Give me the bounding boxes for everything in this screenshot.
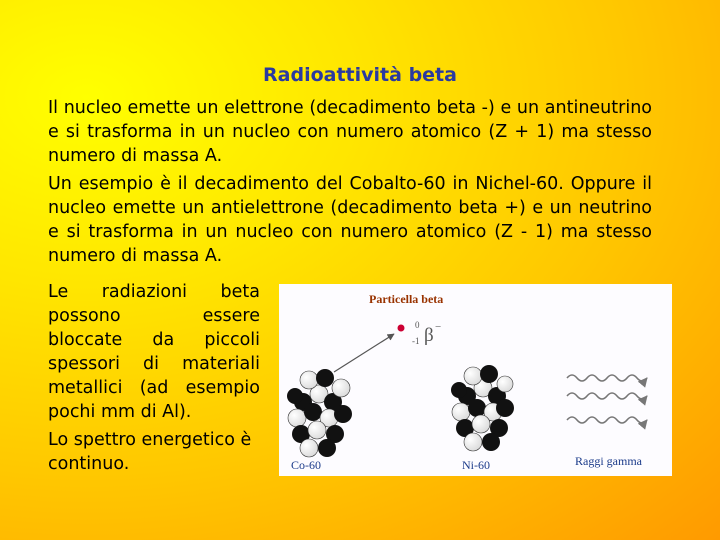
emission-arrow [334, 334, 394, 372]
ni60-label: Ni-60 [462, 458, 490, 472]
beta-symbol-subscript: -1 [412, 336, 420, 346]
paragraph-spectrum: Lo spettro energetico è continuo. [48, 430, 252, 474]
beta-symbol-charge: − [435, 321, 442, 333]
paragraph-beta-minus: Il nucleo emette un elettrone (decadimento beta -) e un antineutrino e si trasforma in un nucleo con numero atomico (Z + 1) ma stesso numero di massa A. [48, 98, 652, 166]
beta-particle-label: Particella beta [369, 292, 444, 306]
beta-symbol-superscript: 0 [415, 320, 420, 330]
gamma-ray-1 [567, 375, 647, 381]
beta-decay-figure [279, 284, 672, 476]
beta-symbol: β [424, 325, 434, 346]
gamma-ray-2 [567, 393, 647, 399]
paragraph-shielding: Le radiazioni beta possono essere bloccate da piccoli spessori di materiali metallici (ad esempio pochi mm di Al). [48, 282, 260, 422]
co60-nucleus [287, 369, 352, 457]
gamma-rays-label: Raggi gamma [575, 454, 642, 468]
gamma-ray-3 [567, 417, 647, 423]
paragraph-example-beta-plus: Un esempio è il decadimento del Cobalto-60 in Nichel-60. Oppure il nucleo emette un antielettrone (decadimento beta +) e un neutrino e si trasforma in un nucleo con numero atomico (Z - 1) ma stesso numero di massa A. [48, 174, 652, 266]
slide-title: Radioattività beta [263, 64, 457, 86]
co60-label: Co-60 [291, 458, 321, 472]
beta-particle-dot [398, 325, 405, 332]
ni60-nucleus [451, 365, 514, 451]
beta-decay-diagram [279, 284, 672, 476]
